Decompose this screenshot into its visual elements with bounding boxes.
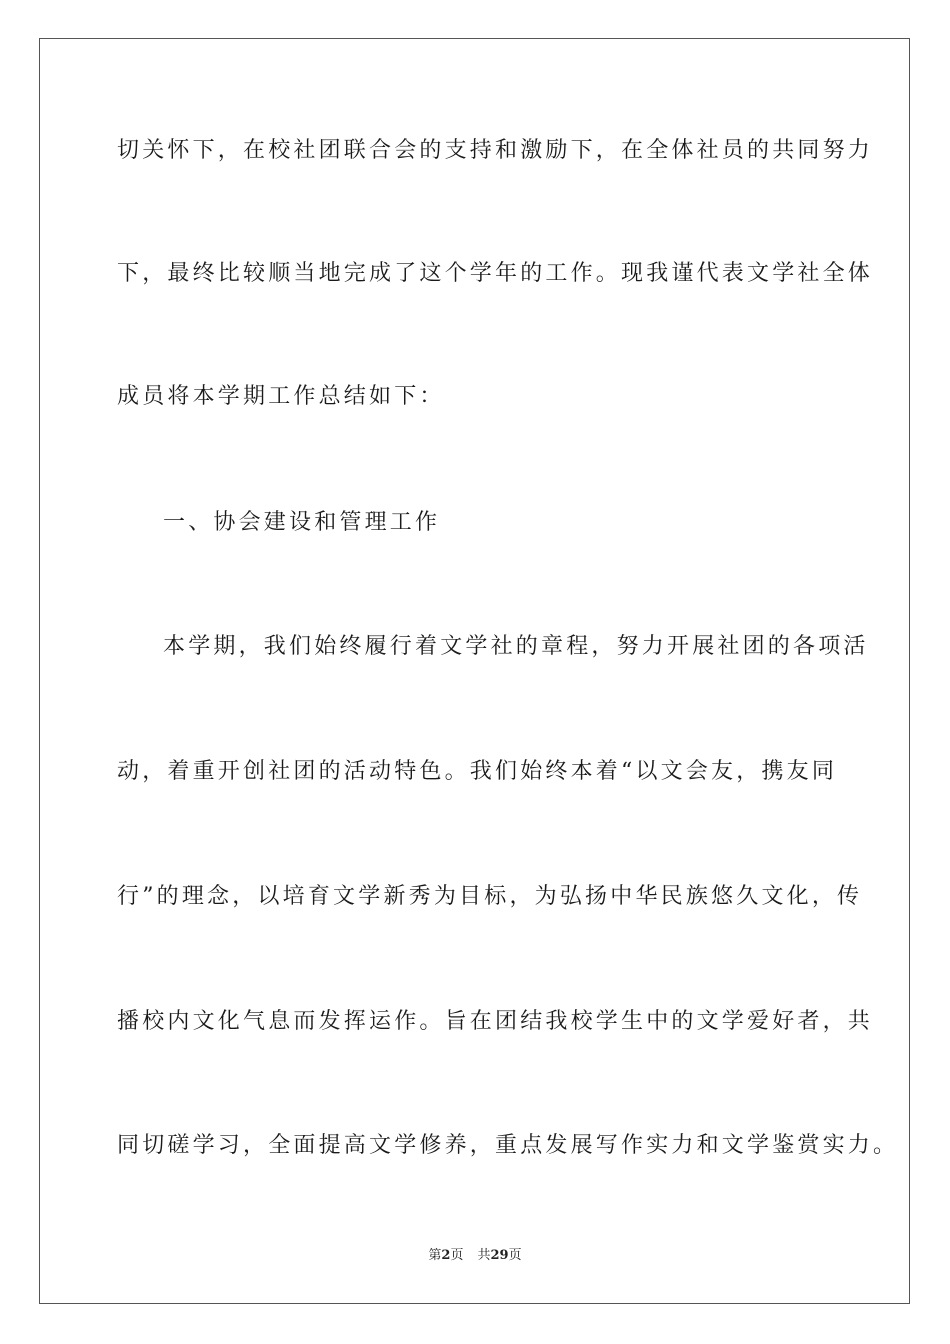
page-prefix: 第	[428, 1248, 442, 1263]
page-number: 2	[441, 1248, 451, 1263]
text-line-8: 播校内文化气息而发挥运作。旨在团结我校学生中的文学爱好者，共	[117, 1009, 874, 1034]
total-prefix: 共	[477, 1248, 491, 1263]
total-pages: 29	[490, 1248, 509, 1263]
text-line-9: 同切磋学习，全面提高文学修养，重点发展写作实力和文学鉴赏实力。	[117, 1133, 899, 1158]
page-footer	[0, 1247, 950, 1265]
total-suffix: 页	[508, 1248, 522, 1263]
text-line-3: 成员将本学期工作总结如下：	[117, 384, 445, 409]
page-suffix: 页	[450, 1248, 464, 1263]
text-line-7: 行”的理念，以培育文学新秀为目标，为弘扬中华民族悠久文化，传	[117, 884, 863, 909]
text-line-1: 切关怀下，在校社团联合会的支持和激励下，在全体社员的共同努力	[117, 138, 874, 163]
text-line-2: 下，最终比较顺当地完成了这个学年的工作。现我谨代表文学社全体	[117, 261, 874, 286]
page-frame	[39, 38, 910, 1304]
text-line-6: 动，着重开创社团的活动特色。我们始终本着“以文会友，携友同	[117, 759, 838, 784]
text-line-5: 本学期，我们始终履行着文学社的章程，努力开展社团的各项活	[163, 634, 869, 659]
section-heading: 一、协会建设和管理工作	[163, 510, 441, 535]
